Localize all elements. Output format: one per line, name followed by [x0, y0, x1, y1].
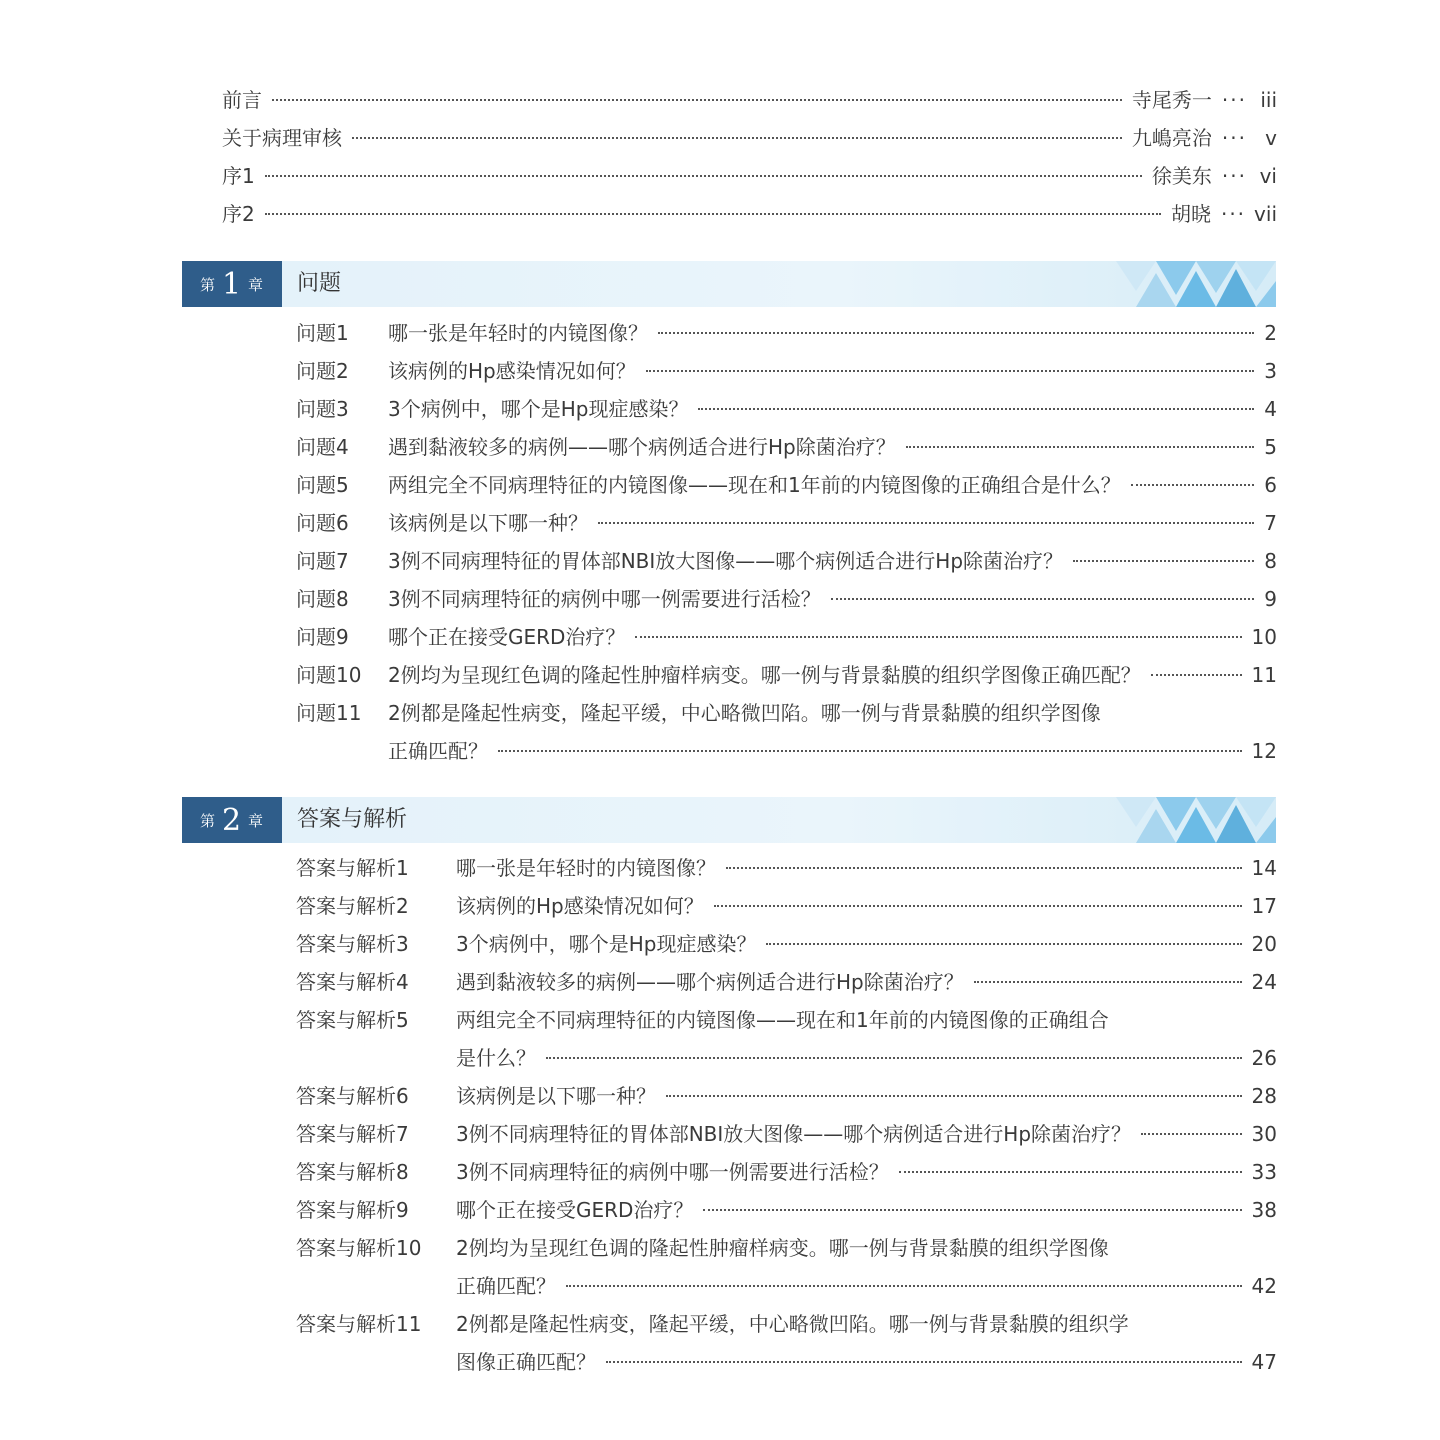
toc-item-continuation[interactable]	[388, 737, 1277, 765]
toc-item-text: 3个病例中，哪个是Hp现症感染？	[388, 397, 689, 421]
toc-page: 9	[1264, 587, 1277, 611]
toc-page: 10	[1251, 625, 1277, 649]
toc-item-key: 问题1	[296, 321, 349, 345]
toc-page: 12	[1251, 739, 1277, 763]
toc-item[interactable]	[296, 699, 1277, 727]
dot-leader	[606, 1361, 1242, 1363]
toc-item[interactable]	[296, 547, 1277, 575]
dot-leader	[598, 522, 1254, 524]
toc-item-key: 答案与解析9	[296, 1198, 409, 1222]
chapter-badge	[182, 797, 282, 843]
toc-item-key: 答案与解析2	[296, 894, 409, 918]
toc-item-key: 问题9	[296, 625, 349, 649]
toc-item-key: 答案与解析10	[296, 1236, 422, 1260]
dot-leader	[546, 1057, 1242, 1059]
dot-leader	[646, 370, 1255, 372]
toc-page: 47	[1251, 1350, 1277, 1374]
toc-item[interactable]	[296, 892, 1277, 920]
toc-page: 2	[1264, 321, 1277, 345]
toc-page: 24	[1251, 970, 1277, 994]
toc-front-item[interactable]	[222, 124, 1277, 152]
toc-item-text: 2例都是隆起性病变，隆起平缓，中心略微凹陷。哪一例与背景黏膜的组织学图像	[388, 701, 1101, 725]
dot-leader	[831, 598, 1255, 600]
toc-item[interactable]	[296, 854, 1277, 882]
toc-item-text: 3个病例中，哪个是Hp现症感染？	[456, 932, 757, 956]
toc-item-key: 问题11	[296, 701, 362, 725]
dot-leader	[498, 750, 1242, 752]
toc-item-text: 该病例的Hp感染情况如何？	[456, 894, 704, 918]
toc-item[interactable]	[296, 1082, 1277, 1110]
dot-leader-short: ···	[1221, 164, 1247, 188]
toc-item[interactable]	[296, 1234, 1277, 1262]
toc-item-text: 3例不同病理特征的胃体部NBI放大图像——哪个病例适合进行Hp除菌治疗？	[456, 1122, 1132, 1146]
toc-item-text: 2例均为呈现红色调的隆起性肿瘤样病变。哪一例与背景黏膜的组织学图像正确匹配？	[388, 663, 1141, 687]
triangle-pattern-icon	[1116, 261, 1276, 307]
dot-leader	[1073, 560, 1254, 562]
toc-item-text: 哪个正在接受GERD治疗？	[388, 625, 626, 649]
toc-item[interactable]	[296, 471, 1277, 499]
toc-item-text: 正确匹配？	[388, 739, 488, 763]
toc-item[interactable]	[296, 1006, 1277, 1034]
toc-page: 11	[1251, 663, 1277, 687]
toc-item-text: 3例不同病理特征的病例中哪一例需要进行活检？	[456, 1160, 889, 1184]
toc-item[interactable]	[296, 357, 1277, 385]
toc-page: 5	[1264, 435, 1277, 459]
dot-leader	[766, 943, 1241, 945]
toc-item[interactable]	[296, 930, 1277, 958]
toc-author: 寺尾秀一	[1131, 88, 1212, 112]
toc-page: 42	[1251, 1274, 1277, 1298]
chapter-prefix: 第	[199, 811, 216, 830]
toc-front-item[interactable]	[222, 86, 1277, 114]
toc-item-continuation[interactable]	[456, 1348, 1277, 1376]
chapter-number: 2	[221, 802, 243, 838]
toc-page: 6	[1264, 473, 1277, 497]
toc-item[interactable]	[296, 1120, 1277, 1148]
toc-item-continuation[interactable]	[456, 1044, 1277, 1072]
toc-item-key: 答案与解析7	[296, 1122, 409, 1146]
toc-page: 28	[1251, 1084, 1277, 1108]
toc-item-text: 两组完全不同病理特征的内镜图像——现在和1年前的内镜图像的正确组合	[456, 1008, 1109, 1032]
toc-item-text: 该病例是以下哪一种？	[456, 1084, 656, 1108]
toc-item-text: 该病例的Hp感染情况如何？	[388, 359, 636, 383]
dot-leader	[658, 332, 1254, 334]
dot-leader	[265, 175, 1142, 177]
chapter-number: 1	[221, 266, 243, 302]
dot-leader	[703, 1209, 1241, 1211]
toc-item-key: 答案与解析1	[296, 856, 409, 880]
toc-page: 33	[1251, 1160, 1277, 1184]
toc-item-key: 问题3	[296, 397, 349, 421]
toc-item-text: 3例不同病理特征的胃体部NBI放大图像——哪个病例适合进行Hp除菌治疗？	[388, 549, 1064, 573]
toc-front-item[interactable]	[222, 200, 1277, 228]
toc-page: 14	[1251, 856, 1277, 880]
toc-page: 8	[1264, 549, 1277, 573]
dot-leader	[906, 446, 1255, 448]
dot-leader	[272, 99, 1122, 101]
chapter-prefix: 第	[199, 275, 216, 294]
chapter-badge	[182, 261, 282, 307]
toc-page: 30	[1251, 1122, 1277, 1146]
toc-label: 前言	[222, 88, 262, 112]
chapter-title: 问题	[297, 271, 342, 296]
dot-leader-short: ···	[1221, 126, 1247, 150]
toc-page: vii	[1254, 202, 1277, 226]
dot-leader	[566, 1285, 1242, 1287]
toc-item[interactable]	[296, 1158, 1277, 1186]
toc-item-key: 答案与解析6	[296, 1084, 409, 1108]
dot-leader	[698, 408, 1254, 410]
toc-item-key: 问题8	[296, 587, 349, 611]
toc-item-text: 哪个正在接受GERD治疗？	[456, 1198, 694, 1222]
toc-page: 17	[1251, 894, 1277, 918]
toc-item-key: 问题5	[296, 473, 349, 497]
dot-leader	[265, 213, 1161, 215]
toc-page: 3	[1264, 359, 1277, 383]
toc-item-text: 正确匹配？	[456, 1274, 556, 1298]
chapter-suffix: 章	[248, 811, 265, 830]
toc-item-key: 问题10	[296, 663, 362, 687]
dot-leader	[635, 636, 1241, 638]
dot-leader	[1151, 674, 1242, 676]
toc-item[interactable]	[296, 395, 1277, 423]
toc-page: 38	[1251, 1198, 1277, 1222]
toc-item[interactable]	[296, 319, 1277, 347]
toc-item-text: 是什么？	[456, 1046, 536, 1070]
toc-page: 4	[1264, 397, 1277, 421]
toc-front-item[interactable]	[222, 162, 1277, 190]
toc-item[interactable]	[296, 968, 1277, 996]
dot-leader	[352, 137, 1122, 139]
toc-item-key: 问题4	[296, 435, 349, 459]
toc-author: 胡晓	[1170, 202, 1211, 226]
toc-page: iii	[1260, 88, 1277, 112]
dot-leader	[726, 867, 1242, 869]
toc-page: vi	[1259, 164, 1277, 188]
toc-item-text: 遇到黏液较多的病例——哪个病例适合进行Hp除菌治疗？	[456, 970, 964, 994]
toc-author: 九嶋亮治	[1131, 126, 1212, 150]
toc-item-text: 遇到黏液较多的病例——哪个病例适合进行Hp除菌治疗？	[388, 435, 896, 459]
chapter-title: 答案与解析	[297, 807, 408, 832]
toc-label: 序1	[222, 164, 255, 188]
dot-leader	[714, 905, 1242, 907]
toc-page: 20	[1251, 932, 1277, 956]
toc-item-text: 两组完全不同病理特征的内镜图像——现在和1年前的内镜图像的正确组合是什么？	[388, 473, 1121, 497]
toc-item[interactable]	[296, 623, 1277, 651]
toc-item-key: 问题2	[296, 359, 349, 383]
dot-leader-short: ···	[1221, 88, 1247, 112]
chapter-1-header[interactable]	[182, 261, 1276, 307]
toc-item-key: 答案与解析8	[296, 1160, 409, 1184]
toc-item-key: 答案与解析4	[296, 970, 409, 994]
toc-page: 26	[1251, 1046, 1277, 1070]
toc-author: 徐美东	[1151, 164, 1212, 188]
dot-leader	[899, 1171, 1242, 1173]
toc-item-key: 问题7	[296, 549, 349, 573]
dot-leader	[1131, 484, 1255, 486]
toc-page: v	[1265, 126, 1277, 150]
toc-item[interactable]	[296, 1196, 1277, 1224]
toc-label: 关于病理审核	[222, 126, 342, 150]
toc-item[interactable]	[296, 1310, 1277, 1338]
toc-item-text: 图像正确匹配？	[456, 1350, 596, 1374]
toc-item-key: 答案与解析5	[296, 1008, 409, 1032]
toc-item-key: 答案与解析11	[296, 1312, 422, 1336]
toc-item-text: 哪一张是年轻时的内镜图像？	[456, 856, 716, 880]
toc-item-key: 问题6	[296, 511, 349, 535]
toc-item[interactable]	[296, 433, 1277, 461]
toc-item-text: 2例都是隆起性病变，隆起平缓，中心略微凹陷。哪一例与背景黏膜的组织学	[456, 1312, 1129, 1336]
toc-item-text: 哪一张是年轻时的内镜图像？	[388, 321, 648, 345]
toc-label: 序2	[222, 202, 255, 226]
dot-leader	[666, 1095, 1242, 1097]
toc-item-continuation[interactable]	[456, 1272, 1277, 1300]
toc-item-text: 2例均为呈现红色调的隆起性肿瘤样病变。哪一例与背景黏膜的组织学图像	[456, 1236, 1109, 1260]
toc-item-text: 该病例是以下哪一种？	[388, 511, 588, 535]
chapter-2-header[interactable]	[182, 797, 1276, 843]
toc-item[interactable]	[296, 585, 1277, 613]
toc-item[interactable]	[296, 509, 1277, 537]
toc-page: 7	[1264, 511, 1277, 535]
triangle-pattern-icon	[1116, 797, 1276, 843]
chapter-suffix: 章	[248, 275, 265, 294]
toc-item-key: 答案与解析3	[296, 932, 409, 956]
dot-leader-short: ···	[1220, 202, 1247, 226]
toc-item-text: 3例不同病理特征的病例中哪一例需要进行活检？	[388, 587, 821, 611]
dot-leader	[1141, 1133, 1242, 1135]
dot-leader	[974, 981, 1242, 983]
toc-item[interactable]	[296, 661, 1277, 689]
